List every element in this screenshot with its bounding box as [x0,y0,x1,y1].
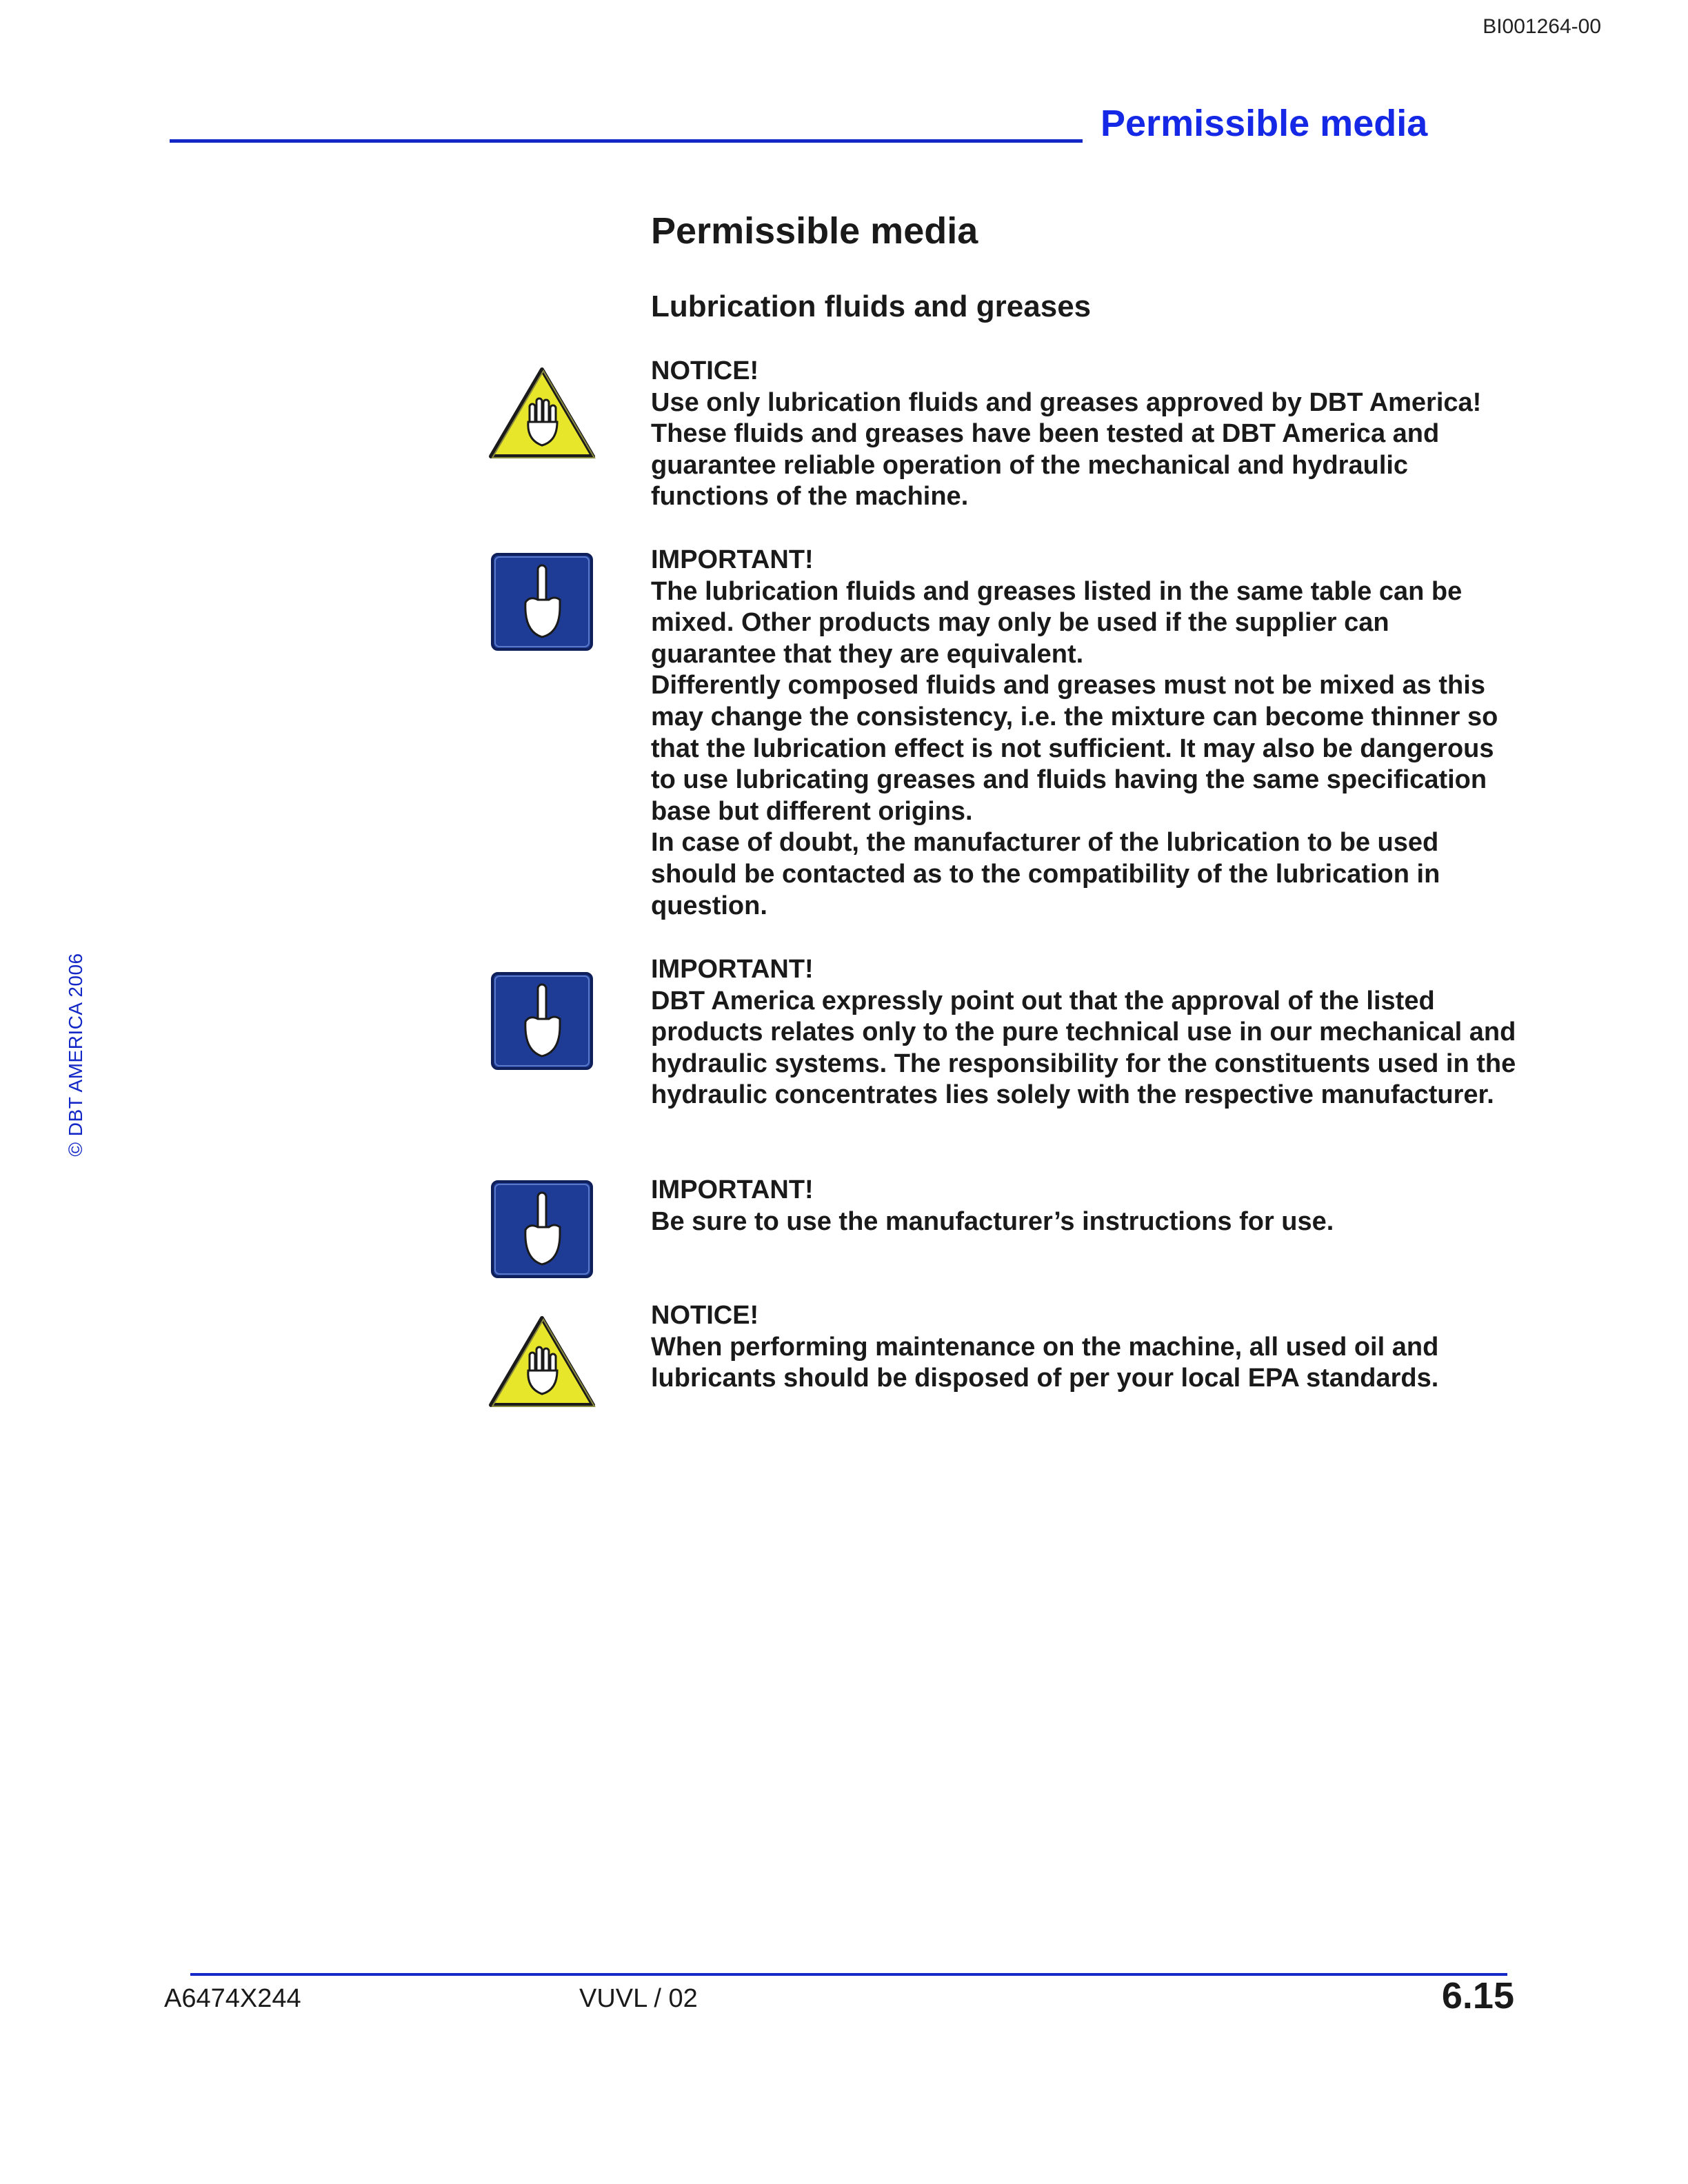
copyright-notice: © DBT AMERICA 2006 [65,953,86,1157]
important-label: IMPORTANT! [651,545,814,574]
pointing-hand-icon [487,552,597,655]
section-subtitle: Lubrication fluids and greases [651,290,1092,323]
important-label: IMPORTANT! [651,955,814,984]
document-id: BI001264-00 [1483,15,1601,38]
notice-label: NOTICE! [651,1301,759,1330]
page-number: 6.15 [1441,1975,1514,2016]
notice-text: Use only lubrication fluids and greases approved by DBT America! These fluids and greases have been tested at DBT America and guarantee reliable operation of the mechanical and hydraulic functions of the machine. [651,387,1482,512]
notice-block-lubricants [651,356,1520,513]
page-title: Permissible media [651,210,978,252]
header-title: Permissible media [1101,103,1428,144]
pointing-hand-icon [487,971,597,1074]
important-block-instructions [651,1175,1520,1237]
important-text-doubt: In case of doubt, the manufacturer of the lubrication to be used should be contacted as to the compatibility of the lubrication in question. [651,828,1440,920]
notice-text-disposal: When performing maintenance on the machine, all used oil and lubricants should be disposed of per your local EPA standards. [651,1332,1439,1393]
notice-label: NOTICE! [651,356,759,385]
warning-hand-icon [487,364,597,467]
important-text-composition: Differently composed fluids and greases must not be mixed as this may change the consistency, i.e. the mixture can become thinner so that the lubrication effect is not sufficient. It may also be dangerous to use lubricating greases and fluids having the same specification base but different origins. [651,671,1498,826]
header-rule [170,139,1083,143]
pointing-hand-icon [487,1179,597,1282]
notice-block-disposal [651,1300,1520,1395]
important-label: IMPORTANT! [651,1175,814,1204]
footer-document-code: A6474X244 [164,1984,301,2013]
important-text-instructions: Be sure to use the manufacturer’s instructions for use. [651,1206,1334,1236]
important-text-mixing: The lubrication fluids and greases listed in the same table can be mixed. Other products may only be used if the supplier can guarantee that they are equivalent. [651,576,1463,669]
important-block-mixing [651,545,1520,922]
footer-version: VUVL / 02 [579,1984,698,2013]
warning-hand-icon [487,1313,597,1416]
footer-rule [190,1973,1507,1976]
important-text-approval: DBT America expressly point out that the approval of the listed products relates only to the pure technical use in our mechanical and hydraulic systems. The responsibility for the constituents used in the hydraulic concentrates lies solely with the respective manufacturer. [651,986,1516,1110]
important-block-approval [651,954,1520,1111]
